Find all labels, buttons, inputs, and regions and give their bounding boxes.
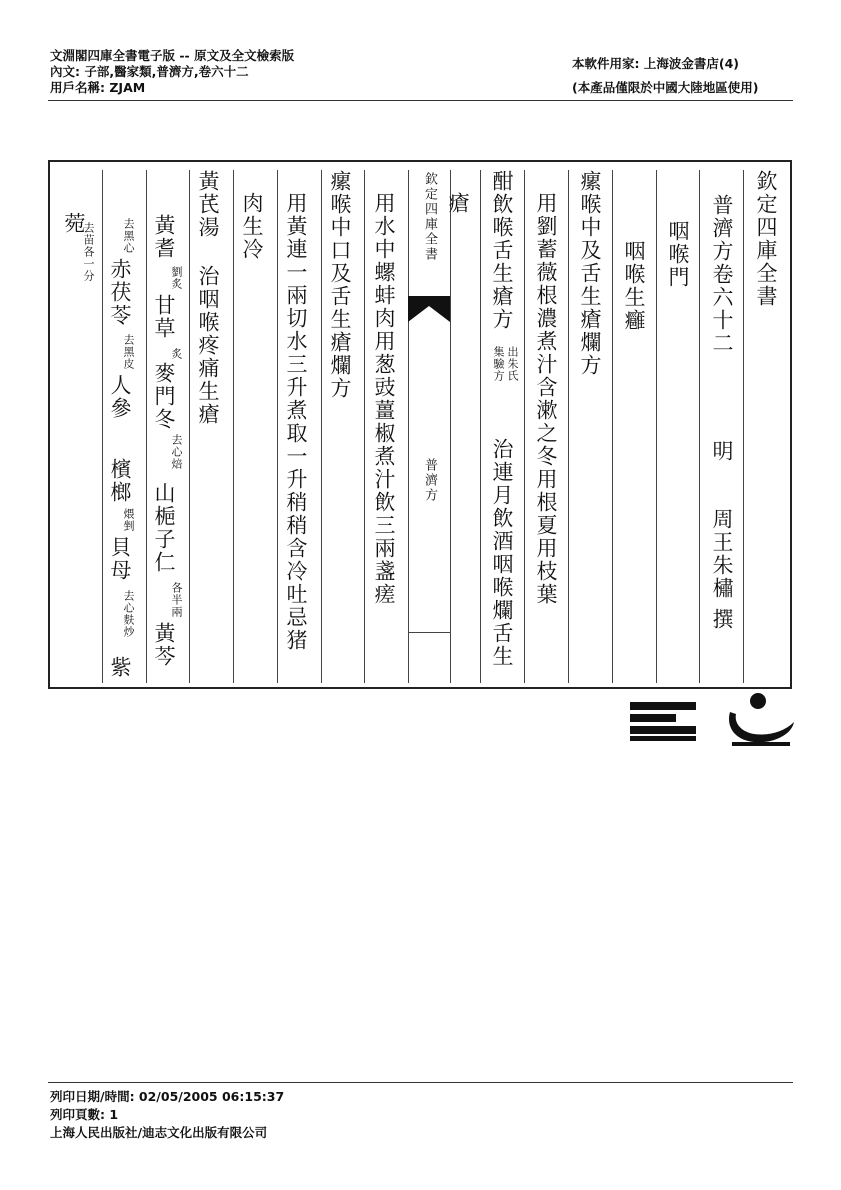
footer-rule (48, 1082, 793, 1083)
col-divider (612, 170, 613, 683)
ingredient: 貝母 (108, 536, 132, 582)
text-column: 用黃連一兩切水三升煮取一升稍稍含冷吐忌猪 (284, 192, 308, 652)
ingredient: 菀 (62, 212, 86, 235)
author: 周王朱橚 (710, 508, 734, 600)
col-divider (656, 170, 657, 683)
header-rule (48, 100, 793, 101)
text-column: 治連月飲酒咽喉爛舌生 (490, 438, 514, 668)
header-restriction: (本產品僅限於中國大陸地區使用) (572, 80, 759, 95)
text-column: 瘰喉中及舌生瘡爛方 (578, 170, 602, 377)
ingredient: 檳榔 (108, 458, 132, 504)
annotation: 炙 (170, 348, 183, 360)
volume-title: 普濟方卷六十二 (710, 194, 734, 355)
print-datetime: 列印日期/時間: 02/05/2005 06:15:37 (50, 1089, 285, 1104)
ingredient: 赤茯苓 (108, 258, 132, 327)
col-divider (189, 170, 190, 683)
print-pages: 列印頁數: 1 (50, 1107, 119, 1122)
header-title: 文淵閣四庫全書電子版 -- 原文及全文檢索版 (50, 48, 295, 63)
col-divider (146, 170, 147, 683)
col-divider (699, 170, 700, 683)
section-heading: 咽喉門 (666, 220, 690, 289)
text-column: 瘰喉中口及舌生瘡爛方 (328, 170, 352, 400)
subsection-heading: 咽喉生癰 (622, 240, 646, 332)
dynasty: 明 (710, 440, 734, 463)
prescription-title: 黃芪湯 治咽喉疼痛生瘡 (196, 170, 220, 426)
annotation: 去心焙 (170, 434, 183, 470)
header-licensee: 本軟件用家: 上海波金書店(4) (572, 56, 739, 71)
text-column: 肉生冷 (240, 192, 264, 261)
text-column: 用劉蓄薇根濃煮汁含漱之冬用根夏用枝葉 (534, 192, 558, 606)
banxin-book: 普濟方 (422, 458, 437, 503)
book-title: 欽定四庫全書 (754, 170, 778, 308)
col-divider (568, 170, 569, 683)
scanned-page (48, 160, 792, 689)
annotation: 煨剉 (122, 508, 135, 532)
banxin-title: 欽定四庫全書 (422, 172, 437, 262)
col-divider (364, 170, 365, 683)
ingredient: 甘草 (152, 294, 176, 340)
header-username: 用戶名稱: ZJAM (50, 80, 146, 95)
col-divider (450, 170, 451, 683)
ingredient: 山梔子仁 (152, 482, 176, 574)
annotation: 劉炙 (170, 266, 183, 290)
text-column: 瘡 (446, 192, 470, 215)
col-divider (480, 170, 481, 683)
text-column: 用水中螺蚌肉用葱豉薑椒煮汁飲三兩盞瘥 (372, 192, 396, 606)
annotation: 去苗各一分 (82, 222, 95, 282)
ingredient: 黃耆 (152, 214, 176, 260)
fish-tail-marker (408, 296, 450, 322)
annotation: 去黑心 (122, 218, 135, 254)
annotation: 各半兩 (170, 582, 183, 618)
col-divider (524, 170, 525, 683)
annotation: 去黑皮 (122, 334, 135, 370)
annotation: 去心麩炒 (122, 590, 135, 638)
col-divider (743, 170, 744, 683)
col-divider (102, 170, 103, 683)
col-divider (321, 170, 322, 683)
annotation: 集驗方 (492, 346, 505, 382)
col-divider (233, 170, 234, 683)
ingredient: 人參 (108, 374, 132, 420)
col-divider (277, 170, 278, 683)
compiled-label: 撰 (710, 608, 734, 631)
dizhi-logo-icon (724, 692, 796, 748)
annotation: 出朱氏 (506, 346, 519, 382)
publisher: 上海人民出版社/迪志文化出版有限公司 (50, 1125, 268, 1140)
ingredient: 麥門冬 (152, 362, 176, 431)
publisher-logo-icon (630, 700, 698, 742)
ingredient: 紫 (108, 656, 132, 679)
text-column: 酣飲喉舌生瘡方 (490, 170, 514, 331)
col-divider (408, 170, 409, 683)
header-content-path: 內文: 子部,醫家類,普濟方,卷六十二 (50, 64, 249, 79)
ingredient: 黃芩 (152, 622, 176, 668)
banxin-bottom-rule (408, 632, 450, 633)
